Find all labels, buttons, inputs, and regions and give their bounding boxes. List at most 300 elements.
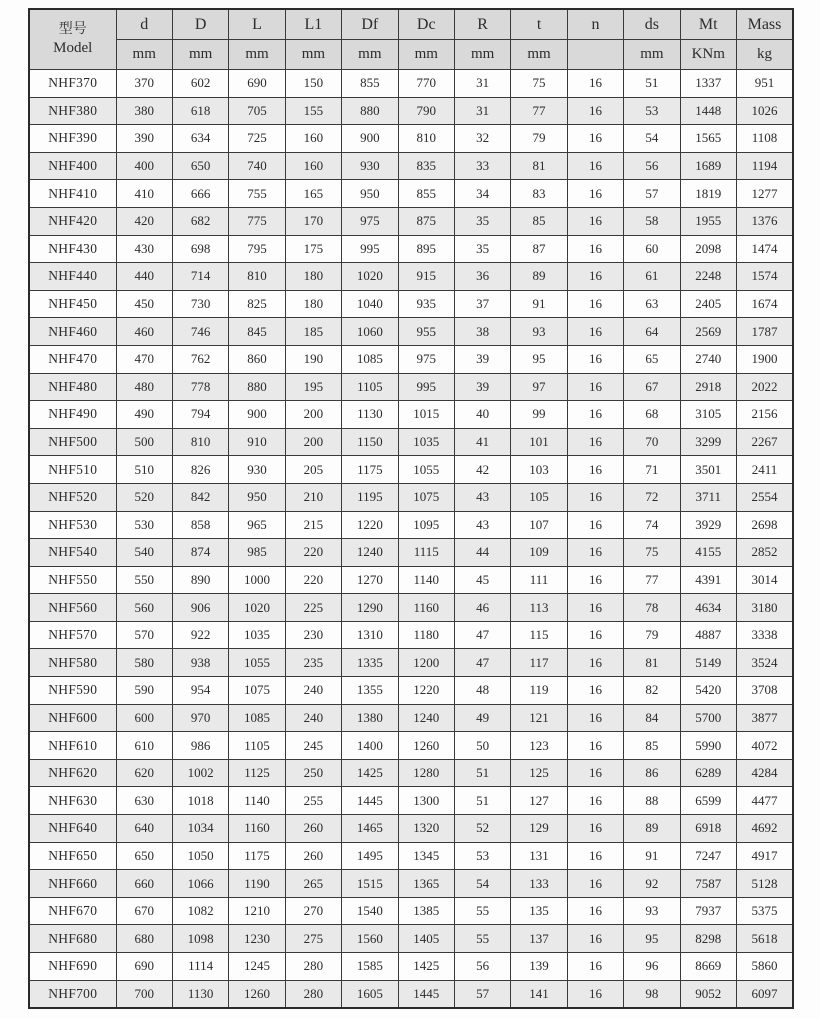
- cell-D: 890: [172, 566, 228, 594]
- cell-Mt: 3105: [680, 401, 736, 429]
- cell-Df: 1310: [342, 621, 398, 649]
- cell-Df: 1040: [342, 290, 398, 318]
- header-col-Df: Df: [342, 9, 398, 40]
- cell-n: 16: [567, 456, 623, 484]
- unit-Df: mm: [342, 40, 398, 70]
- cell-Mt: 6289: [680, 759, 736, 787]
- cell-Mt: 4391: [680, 566, 736, 594]
- cell-R: 37: [454, 290, 510, 318]
- cell-model: NHF390: [29, 125, 116, 153]
- cell-L: 900: [229, 401, 285, 429]
- cell-R: 52: [454, 815, 510, 843]
- cell-L: 775: [229, 207, 285, 235]
- cell-n: 16: [567, 704, 623, 732]
- cell-d: 430: [116, 235, 172, 263]
- cell-t: 139: [511, 953, 567, 981]
- cell-ds: 65: [624, 345, 680, 373]
- cell-Df: 1355: [342, 677, 398, 705]
- cell-Dc: 1240: [398, 704, 454, 732]
- unit-d: mm: [116, 40, 172, 70]
- cell-Mass: 3014: [736, 566, 793, 594]
- cell-d: 640: [116, 815, 172, 843]
- cell-Mass: 3338: [736, 621, 793, 649]
- cell-ds: 58: [624, 207, 680, 235]
- header-col-n: n: [567, 9, 623, 40]
- cell-Mass: 1194: [736, 152, 793, 180]
- cell-Dc: 1365: [398, 870, 454, 898]
- cell-n: 16: [567, 870, 623, 898]
- cell-D: 1098: [172, 925, 228, 953]
- header-unit-row: [29, 40, 793, 70]
- cell-t: 131: [511, 842, 567, 870]
- cell-D: 922: [172, 621, 228, 649]
- cell-Mass: 4477: [736, 787, 793, 815]
- cell-L: 1020: [229, 594, 285, 622]
- cell-Mass: 2554: [736, 483, 793, 511]
- cell-ds: 95: [624, 925, 680, 953]
- cell-Mt: 7587: [680, 870, 736, 898]
- table-row: [29, 290, 793, 318]
- cell-Mass: 4284: [736, 759, 793, 787]
- cell-ds: 51: [624, 70, 680, 98]
- cell-d: 520: [116, 483, 172, 511]
- header-col-R: R: [454, 9, 510, 40]
- cell-Dc: 1220: [398, 677, 454, 705]
- cell-R: 49: [454, 704, 510, 732]
- cell-model: NHF500: [29, 428, 116, 456]
- cell-Mt: 4155: [680, 539, 736, 567]
- cell-L1: 165: [285, 180, 341, 208]
- cell-Mass: 2156: [736, 401, 793, 429]
- cell-L1: 240: [285, 704, 341, 732]
- cell-L1: 155: [285, 97, 341, 125]
- cell-Dc: 1115: [398, 539, 454, 567]
- cell-d: 370: [116, 70, 172, 98]
- cell-d: 470: [116, 345, 172, 373]
- cell-Df: 1540: [342, 897, 398, 925]
- cell-Dc: 1140: [398, 566, 454, 594]
- cell-d: 670: [116, 897, 172, 925]
- cell-Dc: 935: [398, 290, 454, 318]
- cell-model: NHF440: [29, 263, 116, 291]
- cell-Mt: 4887: [680, 621, 736, 649]
- cell-ds: 81: [624, 649, 680, 677]
- cell-L1: 175: [285, 235, 341, 263]
- cell-ds: 82: [624, 677, 680, 705]
- cell-Mass: 1376: [736, 207, 793, 235]
- cell-Df: 900: [342, 125, 398, 153]
- cell-n: 16: [567, 842, 623, 870]
- cell-Mt: 1819: [680, 180, 736, 208]
- cell-n: 16: [567, 373, 623, 401]
- cell-d: 450: [116, 290, 172, 318]
- cell-Mt: 8298: [680, 925, 736, 953]
- cell-L1: 280: [285, 980, 341, 1008]
- cell-t: 83: [511, 180, 567, 208]
- cell-R: 56: [454, 953, 510, 981]
- cell-L: 1230: [229, 925, 285, 953]
- cell-D: 810: [172, 428, 228, 456]
- cell-model: NHF480: [29, 373, 116, 401]
- cell-Mt: 6599: [680, 787, 736, 815]
- cell-Df: 1195: [342, 483, 398, 511]
- cell-t: 79: [511, 125, 567, 153]
- cell-Mt: 3501: [680, 456, 736, 484]
- cell-Dc: 1075: [398, 483, 454, 511]
- cell-model: NHF620: [29, 759, 116, 787]
- cell-D: 1018: [172, 787, 228, 815]
- cell-t: 109: [511, 539, 567, 567]
- table-row: [29, 621, 793, 649]
- cell-D: 1002: [172, 759, 228, 787]
- cell-L1: 180: [285, 263, 341, 291]
- cell-model: NHF610: [29, 732, 116, 760]
- header-col-Mt: Mt: [680, 9, 736, 40]
- cell-d: 630: [116, 787, 172, 815]
- cell-d: 610: [116, 732, 172, 760]
- cell-D: 602: [172, 70, 228, 98]
- cell-model: NHF700: [29, 980, 116, 1008]
- cell-L1: 160: [285, 125, 341, 153]
- cell-d: 490: [116, 401, 172, 429]
- table-row: [29, 483, 793, 511]
- cell-n: 16: [567, 732, 623, 760]
- cell-Mass: 1277: [736, 180, 793, 208]
- header-model-en: Model: [53, 39, 93, 56]
- unit-R: mm: [454, 40, 510, 70]
- cell-D: 682: [172, 207, 228, 235]
- cell-L: 1055: [229, 649, 285, 677]
- cell-t: 135: [511, 897, 567, 925]
- table-row: [29, 456, 793, 484]
- cell-Mass: 5618: [736, 925, 793, 953]
- cell-n: 16: [567, 787, 623, 815]
- table-row: [29, 897, 793, 925]
- cell-ds: 78: [624, 594, 680, 622]
- cell-L1: 245: [285, 732, 341, 760]
- header-col-d: d: [116, 9, 172, 40]
- cell-L: 985: [229, 539, 285, 567]
- cell-model: NHF630: [29, 787, 116, 815]
- cell-d: 440: [116, 263, 172, 291]
- cell-L1: 280: [285, 953, 341, 981]
- cell-t: 75: [511, 70, 567, 98]
- cell-D: 906: [172, 594, 228, 622]
- cell-model: NHF370: [29, 70, 116, 98]
- cell-d: 570: [116, 621, 172, 649]
- cell-Mass: 5375: [736, 897, 793, 925]
- table-row: [29, 152, 793, 180]
- cell-model: NHF460: [29, 318, 116, 346]
- cell-Mt: 5420: [680, 677, 736, 705]
- cell-Df: 1220: [342, 511, 398, 539]
- cell-R: 33: [454, 152, 510, 180]
- table-row: [29, 594, 793, 622]
- cell-R: 41: [454, 428, 510, 456]
- cell-t: 129: [511, 815, 567, 843]
- cell-model: NHF550: [29, 566, 116, 594]
- cell-ds: 60: [624, 235, 680, 263]
- cell-Dc: 1160: [398, 594, 454, 622]
- cell-Df: 1240: [342, 539, 398, 567]
- cell-L: 910: [229, 428, 285, 456]
- cell-Mass: 6097: [736, 980, 793, 1008]
- cell-R: 54: [454, 870, 510, 898]
- cell-model: NHF580: [29, 649, 116, 677]
- cell-D: 938: [172, 649, 228, 677]
- cell-L1: 190: [285, 345, 341, 373]
- cell-R: 38: [454, 318, 510, 346]
- cell-Dc: 1200: [398, 649, 454, 677]
- cell-model: NHF490: [29, 401, 116, 429]
- cell-n: 16: [567, 677, 623, 705]
- cell-n: 16: [567, 815, 623, 843]
- cell-d: 510: [116, 456, 172, 484]
- cell-model: NHF540: [29, 539, 116, 567]
- cell-L1: 275: [285, 925, 341, 953]
- table-row: [29, 401, 793, 429]
- cell-n: 16: [567, 207, 623, 235]
- unit-D: mm: [172, 40, 228, 70]
- cell-L1: 220: [285, 539, 341, 567]
- header-col-D: D: [172, 9, 228, 40]
- cell-d: 420: [116, 207, 172, 235]
- cell-t: 103: [511, 456, 567, 484]
- cell-model: NHF430: [29, 235, 116, 263]
- cell-L1: 265: [285, 870, 341, 898]
- cell-D: 826: [172, 456, 228, 484]
- cell-model: NHF690: [29, 953, 116, 981]
- cell-ds: 63: [624, 290, 680, 318]
- table-row: [29, 125, 793, 153]
- cell-D: 1050: [172, 842, 228, 870]
- cell-L1: 200: [285, 401, 341, 429]
- cell-n: 16: [567, 980, 623, 1008]
- cell-Mass: 2267: [736, 428, 793, 456]
- cell-n: 16: [567, 621, 623, 649]
- cell-n: 16: [567, 566, 623, 594]
- cell-L1: 180: [285, 290, 341, 318]
- cell-d: 580: [116, 649, 172, 677]
- cell-R: 35: [454, 235, 510, 263]
- cell-Dc: 1260: [398, 732, 454, 760]
- cell-Dc: 915: [398, 263, 454, 291]
- cell-model: NHF670: [29, 897, 116, 925]
- cell-Mass: 2411: [736, 456, 793, 484]
- table-row: [29, 953, 793, 981]
- header-title-row: [29, 9, 793, 40]
- cell-Dc: 875: [398, 207, 454, 235]
- cell-d: 600: [116, 704, 172, 732]
- cell-D: 778: [172, 373, 228, 401]
- cell-ds: 98: [624, 980, 680, 1008]
- cell-Df: 1605: [342, 980, 398, 1008]
- header-col-ds: ds: [624, 9, 680, 40]
- table-row: [29, 428, 793, 456]
- cell-d: 620: [116, 759, 172, 787]
- cell-ds: 53: [624, 97, 680, 125]
- cell-L: 1210: [229, 897, 285, 925]
- cell-model: NHF530: [29, 511, 116, 539]
- cell-Mt: 5149: [680, 649, 736, 677]
- cell-L: 1000: [229, 566, 285, 594]
- cell-Df: 880: [342, 97, 398, 125]
- cell-Dc: 975: [398, 345, 454, 373]
- cell-Dc: 1425: [398, 953, 454, 981]
- table-row: [29, 759, 793, 787]
- cell-n: 16: [567, 897, 623, 925]
- cell-n: 16: [567, 70, 623, 98]
- cell-R: 39: [454, 345, 510, 373]
- cell-Mt: 5700: [680, 704, 736, 732]
- cell-Dc: 1405: [398, 925, 454, 953]
- table-row: [29, 539, 793, 567]
- cell-d: 560: [116, 594, 172, 622]
- cell-n: 16: [567, 125, 623, 153]
- cell-L1: 205: [285, 456, 341, 484]
- cell-Df: 975: [342, 207, 398, 235]
- table-row: [29, 704, 793, 732]
- cell-L: 1075: [229, 677, 285, 705]
- cell-t: 93: [511, 318, 567, 346]
- cell-Mass: 1108: [736, 125, 793, 153]
- cell-n: 16: [567, 483, 623, 511]
- cell-Mass: 1787: [736, 318, 793, 346]
- cell-R: 47: [454, 621, 510, 649]
- cell-Df: 1515: [342, 870, 398, 898]
- cell-model: NHF410: [29, 180, 116, 208]
- cell-R: 43: [454, 511, 510, 539]
- cell-Dc: 955: [398, 318, 454, 346]
- cell-Mt: 3299: [680, 428, 736, 456]
- cell-L1: 215: [285, 511, 341, 539]
- cell-Mass: 2022: [736, 373, 793, 401]
- table-row: [29, 318, 793, 346]
- cell-L: 965: [229, 511, 285, 539]
- unit-t: mm: [511, 40, 567, 70]
- cell-L: 950: [229, 483, 285, 511]
- cell-L1: 195: [285, 373, 341, 401]
- unit-Mass: kg: [736, 40, 793, 70]
- cell-Mt: 2918: [680, 373, 736, 401]
- cell-Df: 1130: [342, 401, 398, 429]
- cell-D: 698: [172, 235, 228, 263]
- table-row: [29, 235, 793, 263]
- cell-Mass: 4692: [736, 815, 793, 843]
- cell-L: 860: [229, 345, 285, 373]
- cell-R: 48: [454, 677, 510, 705]
- cell-ds: 56: [624, 152, 680, 180]
- cell-L: 1245: [229, 953, 285, 981]
- cell-L: 1140: [229, 787, 285, 815]
- table-row: [29, 677, 793, 705]
- cell-ds: 61: [624, 263, 680, 291]
- cell-R: 47: [454, 649, 510, 677]
- cell-model: NHF450: [29, 290, 116, 318]
- cell-Mt: 1565: [680, 125, 736, 153]
- cell-model: NHF680: [29, 925, 116, 953]
- cell-model: NHF600: [29, 704, 116, 732]
- cell-L1: 230: [285, 621, 341, 649]
- cell-D: 634: [172, 125, 228, 153]
- cell-model: NHF520: [29, 483, 116, 511]
- cell-ds: 74: [624, 511, 680, 539]
- cell-t: 99: [511, 401, 567, 429]
- cell-ds: 92: [624, 870, 680, 898]
- cell-Dc: 1180: [398, 621, 454, 649]
- cell-ds: 84: [624, 704, 680, 732]
- cell-Dc: 1345: [398, 842, 454, 870]
- cell-model: NHF660: [29, 870, 116, 898]
- cell-R: 34: [454, 180, 510, 208]
- cell-R: 31: [454, 70, 510, 98]
- cell-n: 16: [567, 263, 623, 291]
- cell-D: 842: [172, 483, 228, 511]
- header-model: [29, 9, 116, 70]
- cell-t: 111: [511, 566, 567, 594]
- table-row: [29, 925, 793, 953]
- cell-R: 36: [454, 263, 510, 291]
- cell-D: 618: [172, 97, 228, 125]
- cell-Mt: 2740: [680, 345, 736, 373]
- cell-Df: 1085: [342, 345, 398, 373]
- cell-Mass: 1674: [736, 290, 793, 318]
- cell-Mt: 9052: [680, 980, 736, 1008]
- cell-d: 480: [116, 373, 172, 401]
- cell-L: 705: [229, 97, 285, 125]
- table-row: [29, 787, 793, 815]
- table-row: [29, 649, 793, 677]
- cell-Mass: 5128: [736, 870, 793, 898]
- cell-ds: 77: [624, 566, 680, 594]
- cell-L1: 160: [285, 152, 341, 180]
- cell-Mt: 7937: [680, 897, 736, 925]
- cell-Df: 950: [342, 180, 398, 208]
- cell-model: NHF590: [29, 677, 116, 705]
- cell-n: 16: [567, 345, 623, 373]
- cell-t: 137: [511, 925, 567, 953]
- cell-t: 141: [511, 980, 567, 1008]
- cell-L1: 200: [285, 428, 341, 456]
- cell-Df: 995: [342, 235, 398, 263]
- cell-R: 39: [454, 373, 510, 401]
- cell-t: 133: [511, 870, 567, 898]
- cell-L: 1125: [229, 759, 285, 787]
- cell-Dc: 1385: [398, 897, 454, 925]
- cell-Mass: 4072: [736, 732, 793, 760]
- cell-t: 113: [511, 594, 567, 622]
- cell-t: 91: [511, 290, 567, 318]
- cell-d: 400: [116, 152, 172, 180]
- cell-n: 16: [567, 511, 623, 539]
- cell-D: 970: [172, 704, 228, 732]
- cell-d: 550: [116, 566, 172, 594]
- cell-t: 97: [511, 373, 567, 401]
- cell-n: 16: [567, 594, 623, 622]
- cell-L: 1085: [229, 704, 285, 732]
- cell-Mt: 2248: [680, 263, 736, 291]
- table-row: [29, 732, 793, 760]
- cell-R: 46: [454, 594, 510, 622]
- table-row: [29, 815, 793, 843]
- cell-t: 123: [511, 732, 567, 760]
- cell-R: 51: [454, 787, 510, 815]
- header-col-Mass: Mass: [736, 9, 793, 40]
- cell-Df: 930: [342, 152, 398, 180]
- cell-model: NHF470: [29, 345, 116, 373]
- cell-R: 50: [454, 732, 510, 760]
- cell-t: 121: [511, 704, 567, 732]
